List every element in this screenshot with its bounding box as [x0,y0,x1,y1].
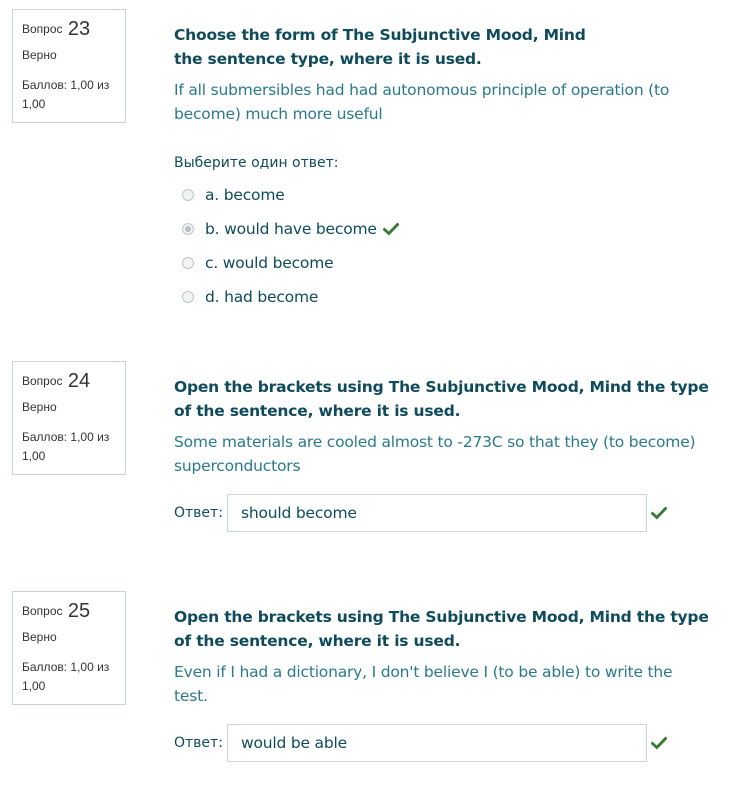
correct-check-icon [651,736,667,750]
question-word: Вопрос [22,22,63,36]
radio-button[interactable] [182,189,194,201]
option-a[interactable] [174,178,709,212]
question-sentence: Some materials are cooled almost to -273C so that they (to become) superconductors [174,433,696,475]
answer-row [174,494,709,532]
question-content [174,605,709,762]
question-number-value: 23 [67,18,91,40]
question-word: Вопрос [22,374,63,388]
question-grade: Баллов: 1,00 из 1,00 [22,660,110,693]
option-b[interactable] [174,212,709,246]
question-info [12,9,126,123]
correct-check-icon [651,506,667,520]
question-grade: Баллов: 1,00 из 1,00 [22,78,110,111]
question-state: Верно [22,400,57,414]
option-d[interactable] [174,280,709,314]
question-sentence: Even if I had a dictionary, I don't believe I (to be able) to write the test. [174,663,673,705]
question-info [12,361,126,475]
question-sentence: If all submersibles had had autonomous principle of operation (to become) much more useful [174,81,670,123]
answer-options [174,178,709,314]
option-label: c. would become [205,254,334,272]
question-content [174,375,709,532]
question-24 [0,352,731,577]
question-23 [0,0,731,340]
answer-input[interactable]: should become [227,494,647,532]
question-number [22,600,125,622]
option-label: b. would have become [205,220,377,238]
question-state: Верно [22,630,57,644]
option-c[interactable] [174,246,709,280]
radio-button[interactable] [182,257,194,269]
question-number [22,370,125,392]
question-prompt: Open the brackets using The Subjunctive Mood, Mind the type of the sentence, where it is used. [174,378,709,420]
question-state: Верно [22,48,57,62]
option-label: a. become [205,186,285,204]
question-word: Вопрос [22,604,63,618]
question-prompt: Open the brackets using The Subjunctive Mood, Mind the type of the sentence, where it is used. [174,608,709,650]
question-content [174,23,709,314]
answer-label: Ответ: [174,505,223,521]
question-25 [0,582,731,798]
correct-check-icon [383,222,399,236]
question-number-value: 25 [67,600,91,622]
question-info [12,591,126,705]
question-grade: Баллов: 1,00 из 1,00 [22,430,110,463]
question-number [22,18,125,40]
question-prompt: Choose the form of The Subjunctive Mood, Mind the sentence type, where it is used. [174,26,586,68]
option-label: d. had become [205,288,319,306]
answer-input[interactable]: would be able [227,724,647,762]
choose-one-label: Выберите один ответ: [174,155,339,171]
radio-button[interactable] [182,291,194,303]
radio-button-checked[interactable] [182,223,194,235]
answer-label: Ответ: [174,735,223,751]
answer-row [174,724,709,762]
question-number-value: 24 [67,370,91,392]
